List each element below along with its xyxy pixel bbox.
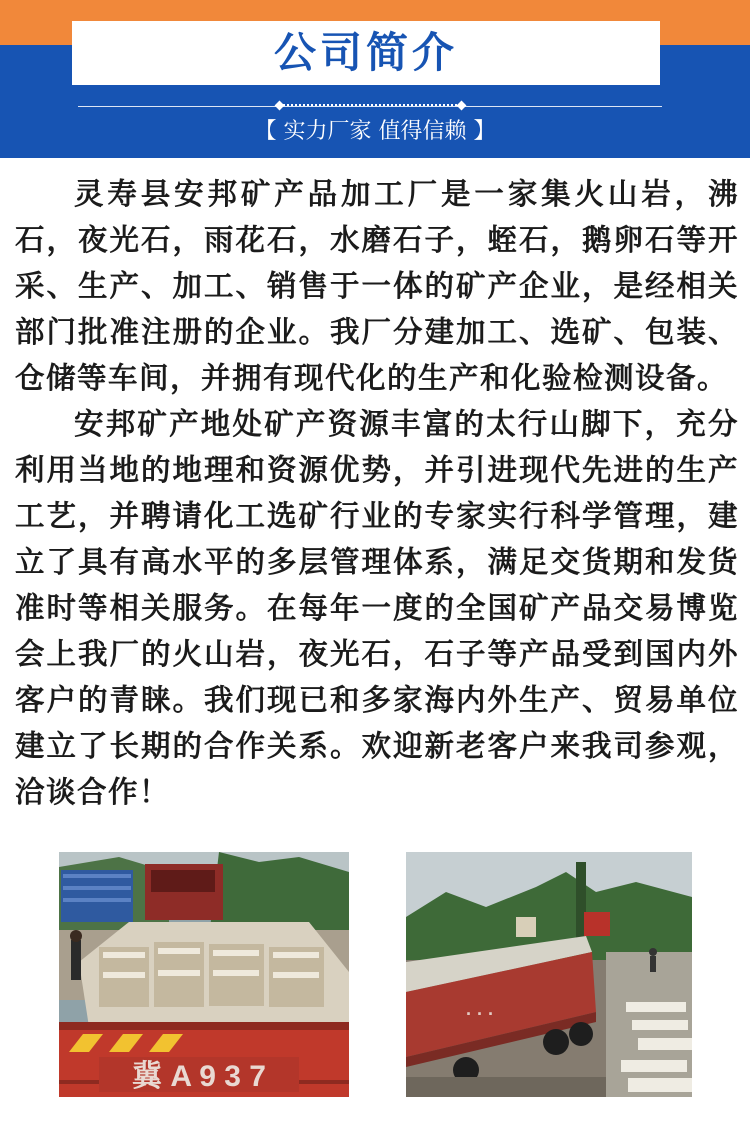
page-title: 公司简介 bbox=[273, 28, 458, 77]
truck-side-marking: · · · bbox=[466, 1004, 494, 1024]
divider-dots bbox=[280, 104, 460, 110]
license-plate-text: 冀 A 9 3 7 bbox=[132, 1060, 266, 1093]
intro-paragraph-1: 灵寿县安邦矿产品加工厂是一家集火山岩，沸石，夜光石，雨花石，水磨石子，蛭石，鹅卵石等开采、生产、加工、销售于一体的矿产企业，是经相关部门批准注册的企业。我厂分建加工、选矿、包装、仓储等车间，并拥有现代化的生产和化验检测设备。 bbox=[15, 177, 739, 395]
header-banner bbox=[0, 0, 750, 158]
truck-road-illustration bbox=[406, 852, 692, 1097]
decorative-divider bbox=[78, 106, 662, 108]
truck-loading-photo bbox=[59, 852, 349, 1097]
company-intro-text bbox=[15, 171, 739, 815]
truck-loading-illustration bbox=[59, 852, 349, 1097]
page-subtitle: 【 实力厂家 值得信赖 】 bbox=[254, 119, 496, 144]
truck-road-photo bbox=[406, 852, 692, 1097]
intro-paragraph-2: 安邦矿产地处矿产资源丰富的太行山脚下，充分利用当地的地理和资源优势，并引进现代先进的生产工艺，并聘请化工选矿行业的专家实行科学管理，建立了具有高水平的多层管理体系，满足交货期和发货准时等相关服务。在每年一度的全国矿产品交易博览会上我厂的火山岩，夜光石，石子等产品受到国内外客户的青睐。我们现已和多家海内外生产、贸易单位建立了长期的合作关系。欢迎新老客户来我司参观，洽谈合作！ bbox=[15, 407, 739, 809]
title-card bbox=[72, 21, 660, 85]
